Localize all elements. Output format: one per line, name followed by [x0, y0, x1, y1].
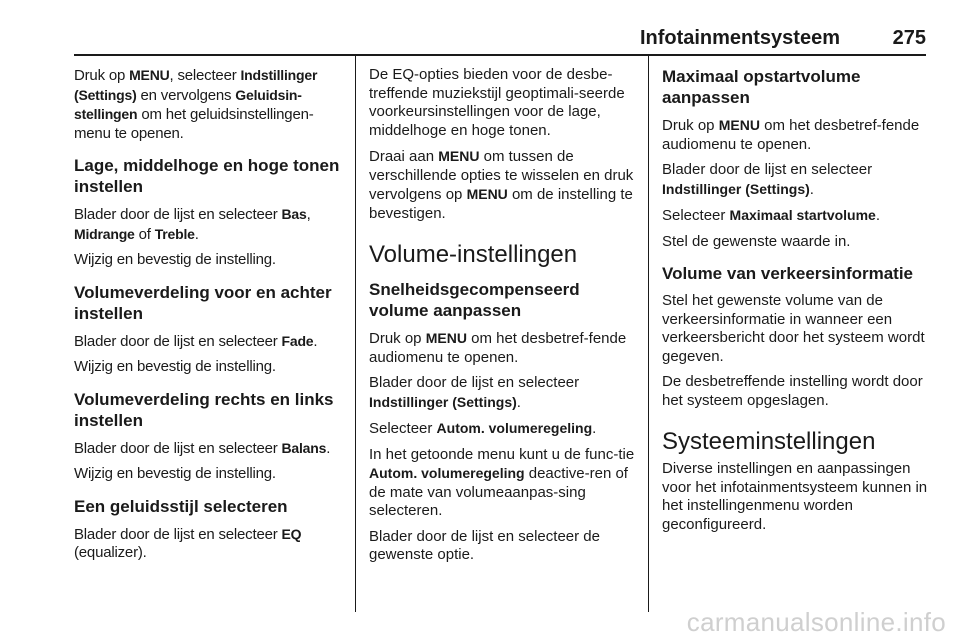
paragraph: De desbetreffende instelling wordt door het systeem opgeslagen.: [662, 373, 923, 409]
section-heading: Volumeverdeling rechts en links instellen: [74, 389, 334, 430]
paragraph: Druk op MENU, selecteer Indstillinger (Settings) en vervolgens Geluidsin-stellingen om het geluidsinstellingen-menu te openen.: [74, 67, 318, 142]
paragraph: Stel de gewenste waarde in.: [662, 232, 851, 250]
paragraph: Selecteer Maximaal startvolume.: [662, 207, 881, 224]
paragraph: Wijzig en bevestig de instelling.: [74, 358, 276, 375]
menu-term: Treble: [154, 225, 195, 242]
section-heading: Lage, middelhoge en hoge tonen instellen: [74, 156, 340, 196]
paragraph: Druk op MENU om het desbetref-fende audiomenu te openen.: [662, 117, 920, 153]
section-heading: Volume van verkeersinformatie: [662, 264, 914, 283]
menu-term: MENU: [438, 148, 480, 164]
menu-term: Autom. volumeregeling: [369, 465, 525, 481]
paragraph: Draai aan MENU om tussen de verschillende opties te wisselen en druk vervolgens op MENU om de instelling te bevestigen.: [369, 148, 634, 222]
paragraph: Wijzig en bevestig de instelling.: [74, 251, 276, 268]
paragraph: Blader door de lijst en selecteer Indstillinger (Settings).: [369, 374, 580, 411]
column-divider: [355, 56, 356, 612]
menu-term: Bas: [281, 206, 307, 222]
section-heading: Snelheidsgecompenseerd volume aanpassen: [369, 280, 580, 320]
menu-term: MENU: [718, 117, 760, 133]
menu-term: Maximaal startvolume: [729, 207, 876, 223]
section-heading: Volumeverdeling voor en achter instellen: [74, 282, 332, 323]
paragraph: Druk op MENU om het desbetref-fende audiomenu te openen.: [369, 330, 627, 366]
menu-term: EQ: [281, 525, 302, 542]
column-divider: [648, 56, 649, 612]
paragraph: Blader door de lijst en selecteer Indstillinger (Settings).: [662, 161, 873, 198]
menu-term: Indstillinger (Settings): [662, 180, 810, 197]
paragraph: Blader door de lijst en selecteer Balans.: [74, 439, 331, 457]
menu-term: Fade: [281, 332, 314, 349]
paragraph: Blader door de lijst en selecteer Bas, Midrange of Treble.: [74, 206, 311, 243]
page-number: 275: [892, 27, 926, 49]
paragraph: De EQ-opties bieden voor de desbe-treffende muziekstijl geoptimali-seerde voorkeursinstellingen voor de lage, middelhoge en hoge tonen.: [369, 66, 625, 139]
paragraph: In het getoonde menu kunt u de func-tie Autom. volumeregeling deactive-ren of de mate van volumeaanpas-sing selecteren.: [369, 445, 635, 519]
page-title: Infotainmentsysteem: [639, 27, 840, 49]
menu-term: Indstillinger (Settings): [74, 67, 318, 103]
menu-term: Balans: [281, 439, 327, 456]
paragraph: Blader door de lijst en selecteer de gewenste optie.: [369, 527, 600, 563]
menu-term: Indstillinger (Settings): [369, 393, 517, 410]
paragraph: Blader door de lijst en selecteer Fade.: [74, 332, 318, 350]
menu-term: MENU: [466, 186, 508, 202]
paragraph: Blader door de lijst en selecteer EQ (equalizer).: [74, 525, 302, 561]
paragraph: Wijzig en bevestig de instelling.: [74, 465, 276, 482]
menu-term: MENU: [129, 67, 170, 83]
column-3: [662, 66, 930, 541]
menu-term: MENU: [425, 330, 467, 346]
chapter-heading: Volume-instellingen: [369, 241, 578, 268]
section-heading: Maximaal opstartvolume aanpassen: [662, 67, 861, 107]
paragraph: Stel het gewenste volume van de verkeersinformatie in wanneer een verkeersbericht door het systeem wordt gegeven.: [662, 292, 925, 365]
menu-term: Geluidsin-stellingen: [74, 86, 302, 122]
page-header: [74, 26, 926, 56]
paragraph: Diverse instellingen en aanpassingen voor het infotainmentsysteem kunnen in het instellingenmenu worden geconfigureerd.: [662, 460, 928, 533]
menu-term: Autom. volumeregeling: [436, 420, 593, 436]
section-heading: Een geluidsstijl selecteren: [74, 496, 288, 516]
column-2: [369, 66, 637, 572]
column-1: [74, 66, 346, 570]
chapter-heading: Systeeminstellingen: [662, 428, 876, 455]
paragraph: Selecteer Autom. volumeregeling.: [369, 420, 597, 437]
watermark: carmanualsonline.info: [686, 607, 946, 637]
menu-term: Midrange: [74, 225, 135, 242]
